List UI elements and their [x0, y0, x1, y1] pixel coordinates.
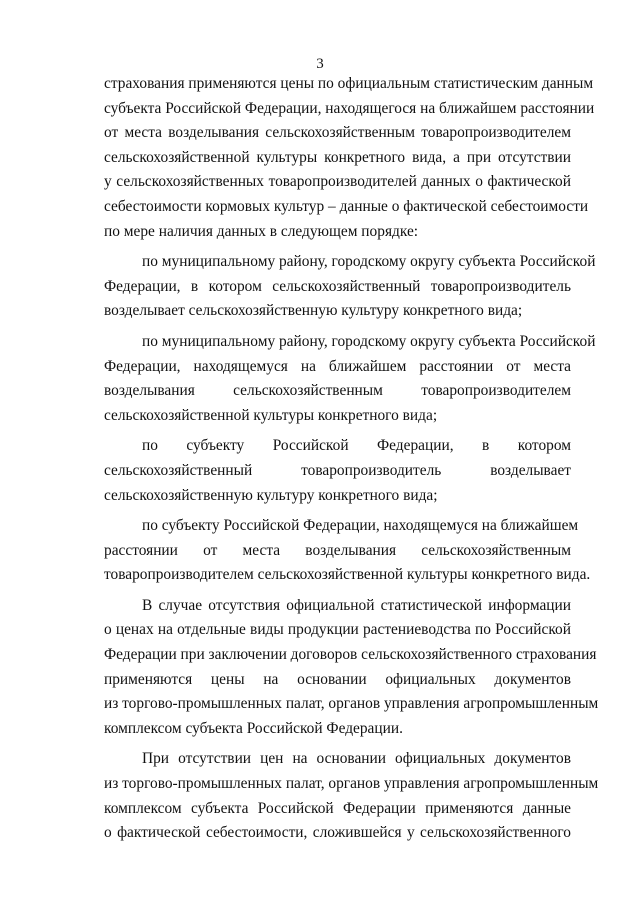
text-line: возделывает сельскохозяйственную культуру конкретного вида;: [104, 302, 523, 320]
text-line: себестоимости кормовых культур – данные о фактической себестоимости: [104, 197, 589, 215]
text-line: по субъекту Российской Федерации, в котором: [142, 437, 571, 455]
text-line: о фактической себестоимости, сложившейся у сельскохозяйственного: [104, 824, 571, 842]
text-line: комплексом субъекта Российской Федерации применяются данные: [104, 799, 571, 817]
text-line: по субъекту Российской Федерации, находящемуся на ближайшем: [142, 517, 579, 535]
text-line: по муниципальному району, городскому округу субъекта Российской: [142, 332, 596, 350]
text-line: Федерации, в котором сельскохозяйственный товаропроизводитель: [104, 277, 571, 295]
text-line: При отсутствии цен на основании официальных документов: [142, 750, 571, 768]
document-body: [104, 72, 599, 846]
text-line: возделывания сельскохозяйственным товаропроизводителем: [104, 382, 571, 400]
text-line: В случае отсутствия официальной статистической информации: [142, 596, 571, 614]
text-line: по муниципальному району, городскому округу субъекта Российской: [142, 253, 596, 271]
text-line: сельскохозяйственной культуры конкретного вида;: [104, 406, 438, 424]
text-line: сельскохозяйственную культуру конкретного вида;: [104, 486, 438, 504]
text-line: от места возделывания сельскохозяйственным товаропроизводителем: [104, 124, 571, 142]
text-line: страхования применяются цены по официальным статистическим данным: [104, 75, 594, 92]
text-line: о ценах на отдельные виды продукции растениеводства по Российской: [104, 621, 571, 639]
text-line: у сельскохозяйственных товаропроизводителей данных о фактической: [104, 173, 571, 191]
text-line: товаропроизводителем сельскохозяйственной культуры конкретного вида.: [104, 566, 591, 584]
text-line: по мере наличия данных в следующем порядке:: [104, 222, 419, 240]
page-number: 3: [316, 56, 324, 72]
text-line: субъекта Российской Федерации, находящегося на ближайшем расстоянии: [104, 99, 595, 117]
text-line: Федерации, находящемуся на ближайшем расстоянии от места: [104, 357, 571, 375]
text-line: сельскохозяйственной культуры конкретного вида, а при отсутствии: [104, 148, 571, 166]
text-line: применяются цены на основании официальных документов: [104, 670, 571, 688]
text-line: сельскохозяйственный товаропроизводитель возделывает: [104, 461, 571, 479]
text-line: комплексом субъекта Российской Федерации.: [104, 719, 403, 737]
text-line: из торгово-промышленных палат, органов управления агропромышленным: [104, 775, 599, 793]
text-line: из торгово-промышленных палат, органов управления агропромышленным: [104, 695, 599, 713]
text-line: Федерации при заключении договоров сельскохозяйственного страхования: [104, 646, 597, 664]
text-line: расстоянии от места возделывания сельскохозяйственным: [104, 541, 571, 559]
